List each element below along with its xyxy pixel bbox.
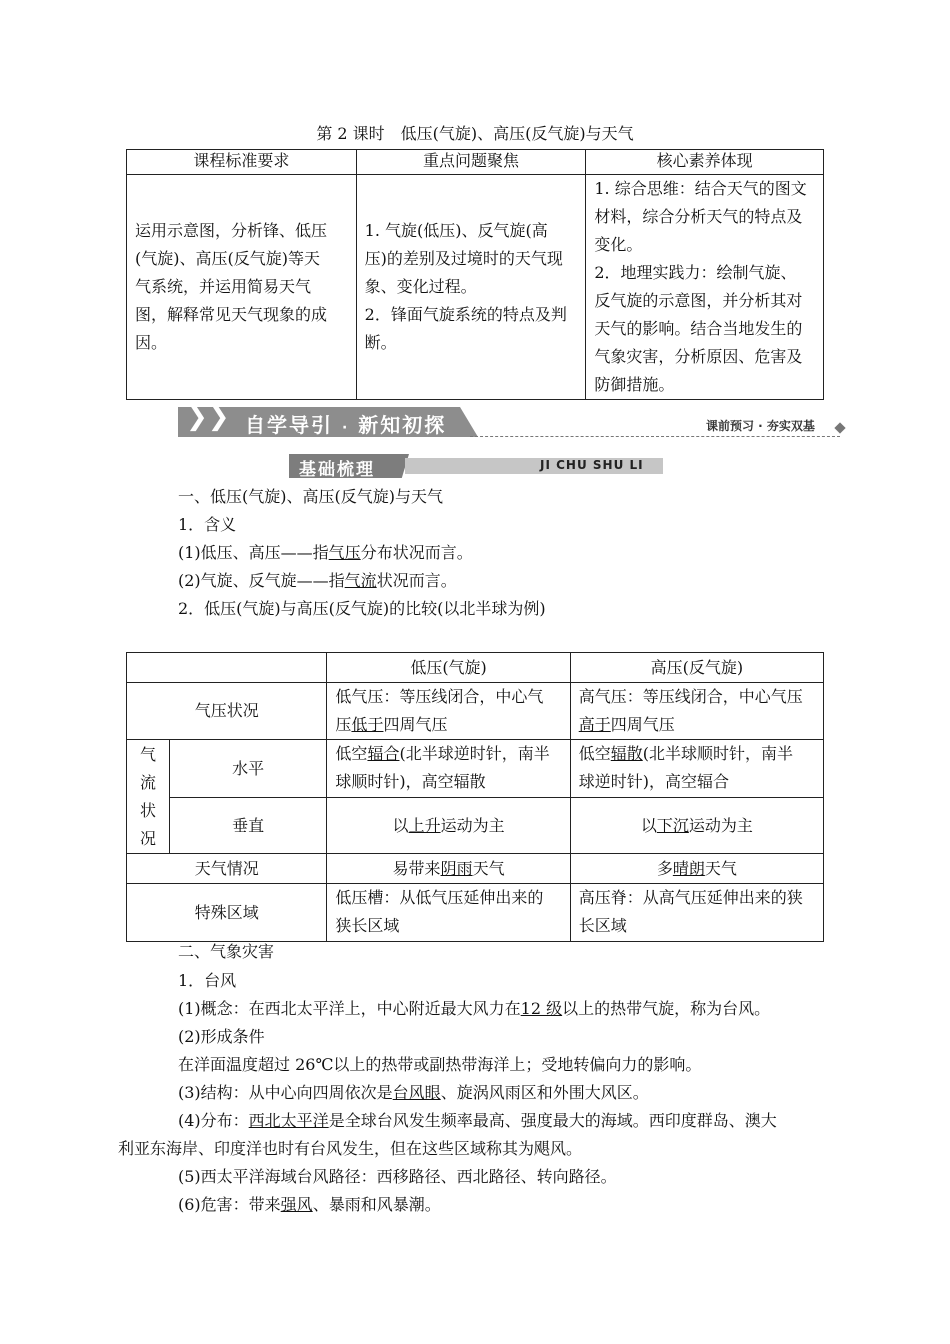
header-focus: 重点问题聚焦 [356, 150, 586, 175]
diamond-icon [834, 422, 845, 433]
chevron-icon: ❯❯ [186, 402, 230, 432]
header-literacy: 核心素养体现 [586, 150, 824, 175]
section1-item2: (2)气旋、反气旋——指气流状况而言。 [178, 571, 457, 590]
section1-item1: (1)低压、高压——指气压分布状况而言。 [178, 543, 473, 562]
subsection-pinyin: JI CHU SHU LI [540, 458, 644, 472]
section1-sub1: 1．含义 [178, 515, 237, 534]
typhoon-paths: (5)西太平洋海域台风路径：西移路径、西北路径、转向路径。 [178, 1167, 617, 1186]
typhoon-condition: 在洋面温度超过 26℃以上的热带或副热带海洋上；受地转偏向力的影响。 [178, 1055, 702, 1074]
banner-tag: 课前预习 · 夯实双基 [706, 419, 815, 433]
row-airflow: 气流状况 [127, 740, 170, 854]
banner-divider [470, 436, 840, 438]
subsection-label: 基础梳理 [299, 460, 375, 480]
typhoon-structure: (3)结构：从中心向四周依次是台风眼、旋涡风雨区和外围大风区。 [178, 1083, 649, 1102]
standards-table [126, 149, 824, 400]
high-weather: 多晴朗天气 [570, 854, 823, 884]
section1-sub2: 2．低压(气旋)与高压(反气旋)的比较(以北半球为例) [178, 599, 546, 618]
row-horizontal: 水平 [169, 740, 327, 798]
col-low: 低压(气旋) [327, 653, 570, 683]
banner-title: 自学导引 · 新知初探 [245, 413, 447, 437]
row-vertical: 垂直 [169, 798, 327, 854]
header-standards: 课程标准要求 [127, 150, 357, 175]
section1-heading: 一、低压(气旋)、高压(反气旋)与天气 [178, 487, 443, 506]
literacy-cell: 1. 综合思维：结合天气的图文 材料，综合分析天气的特点及 变化。 2．地理实践力：绘制气旋、 反气旋的示意图，并分析其对 天气的影响。结合当地发生的 气象灾害，分析原因、危害及 防御措施。 [586, 175, 824, 400]
compare-table [126, 652, 824, 942]
low-vertical: 以上升运动为主 [327, 798, 570, 854]
typhoon-hazards: (6)危害：带来强风、暴雨和风暴潮。 [178, 1195, 441, 1214]
high-horizontal: 低空辐散(北半球顺时针，南半 球逆时针)，高空辐合 [570, 740, 823, 798]
typhoon-distribution-cont: 利亚东海岸、印度洋也时有台风发生，但在这些区域称其为飓风。 [118, 1139, 583, 1158]
low-horizontal: 低空辐合(北半球逆时针，南半 球顺时针)，高空辐散 [327, 740, 570, 798]
typhoon-concept: (1)概念：在西北太平洋上，中心附近最大风力在12 级以上的热带气旋，称为台风。 [178, 999, 771, 1018]
focus-cell: 1. 气旋(低压)、反气旋(高 压)的差别及过境时的天气现 象、变化过程。 2．锋面气旋系统的特点及判 断。 [356, 175, 586, 400]
row-pressure: 气压状况 [127, 683, 327, 740]
standards-cell: 运用示意图，分析锋、低压 (气旋)、高压(反气旋)等天 气系统，并运用简易天气 图，解释常见天气现象的成 因。 [127, 175, 357, 400]
row-special: 特殊区域 [127, 884, 327, 942]
typhoon-distribution: (4)分布：西北太平洋是全球台风发生频率最高、强度最大的海域。西印度群岛、澳大 [178, 1111, 777, 1130]
page-title: 第 2 课时 低压(气旋)、高压(反气旋)与天气 [316, 124, 634, 143]
section2-sub1: 1．台风 [178, 971, 237, 990]
high-special: 高压脊：从高气压延伸出来的狭 长区域 [570, 884, 823, 942]
low-pressure: 低气压：等压线闭合，中心气 压低于四周气压 [327, 683, 570, 740]
col-high: 高压(反气旋) [570, 653, 823, 683]
row-weather: 天气情况 [127, 854, 327, 884]
typhoon-formation: (2)形成条件 [178, 1027, 265, 1046]
low-special: 低压槽：从低气压延伸出来的 狭长区域 [327, 884, 570, 942]
high-vertical: 以下沉运动为主 [570, 798, 823, 854]
section2-heading: 二、气象灾害 [178, 942, 275, 961]
low-weather: 易带来阴雨天气 [327, 854, 570, 884]
high-pressure: 高气压：等压线闭合，中心气压 高于四周气压 [570, 683, 823, 740]
